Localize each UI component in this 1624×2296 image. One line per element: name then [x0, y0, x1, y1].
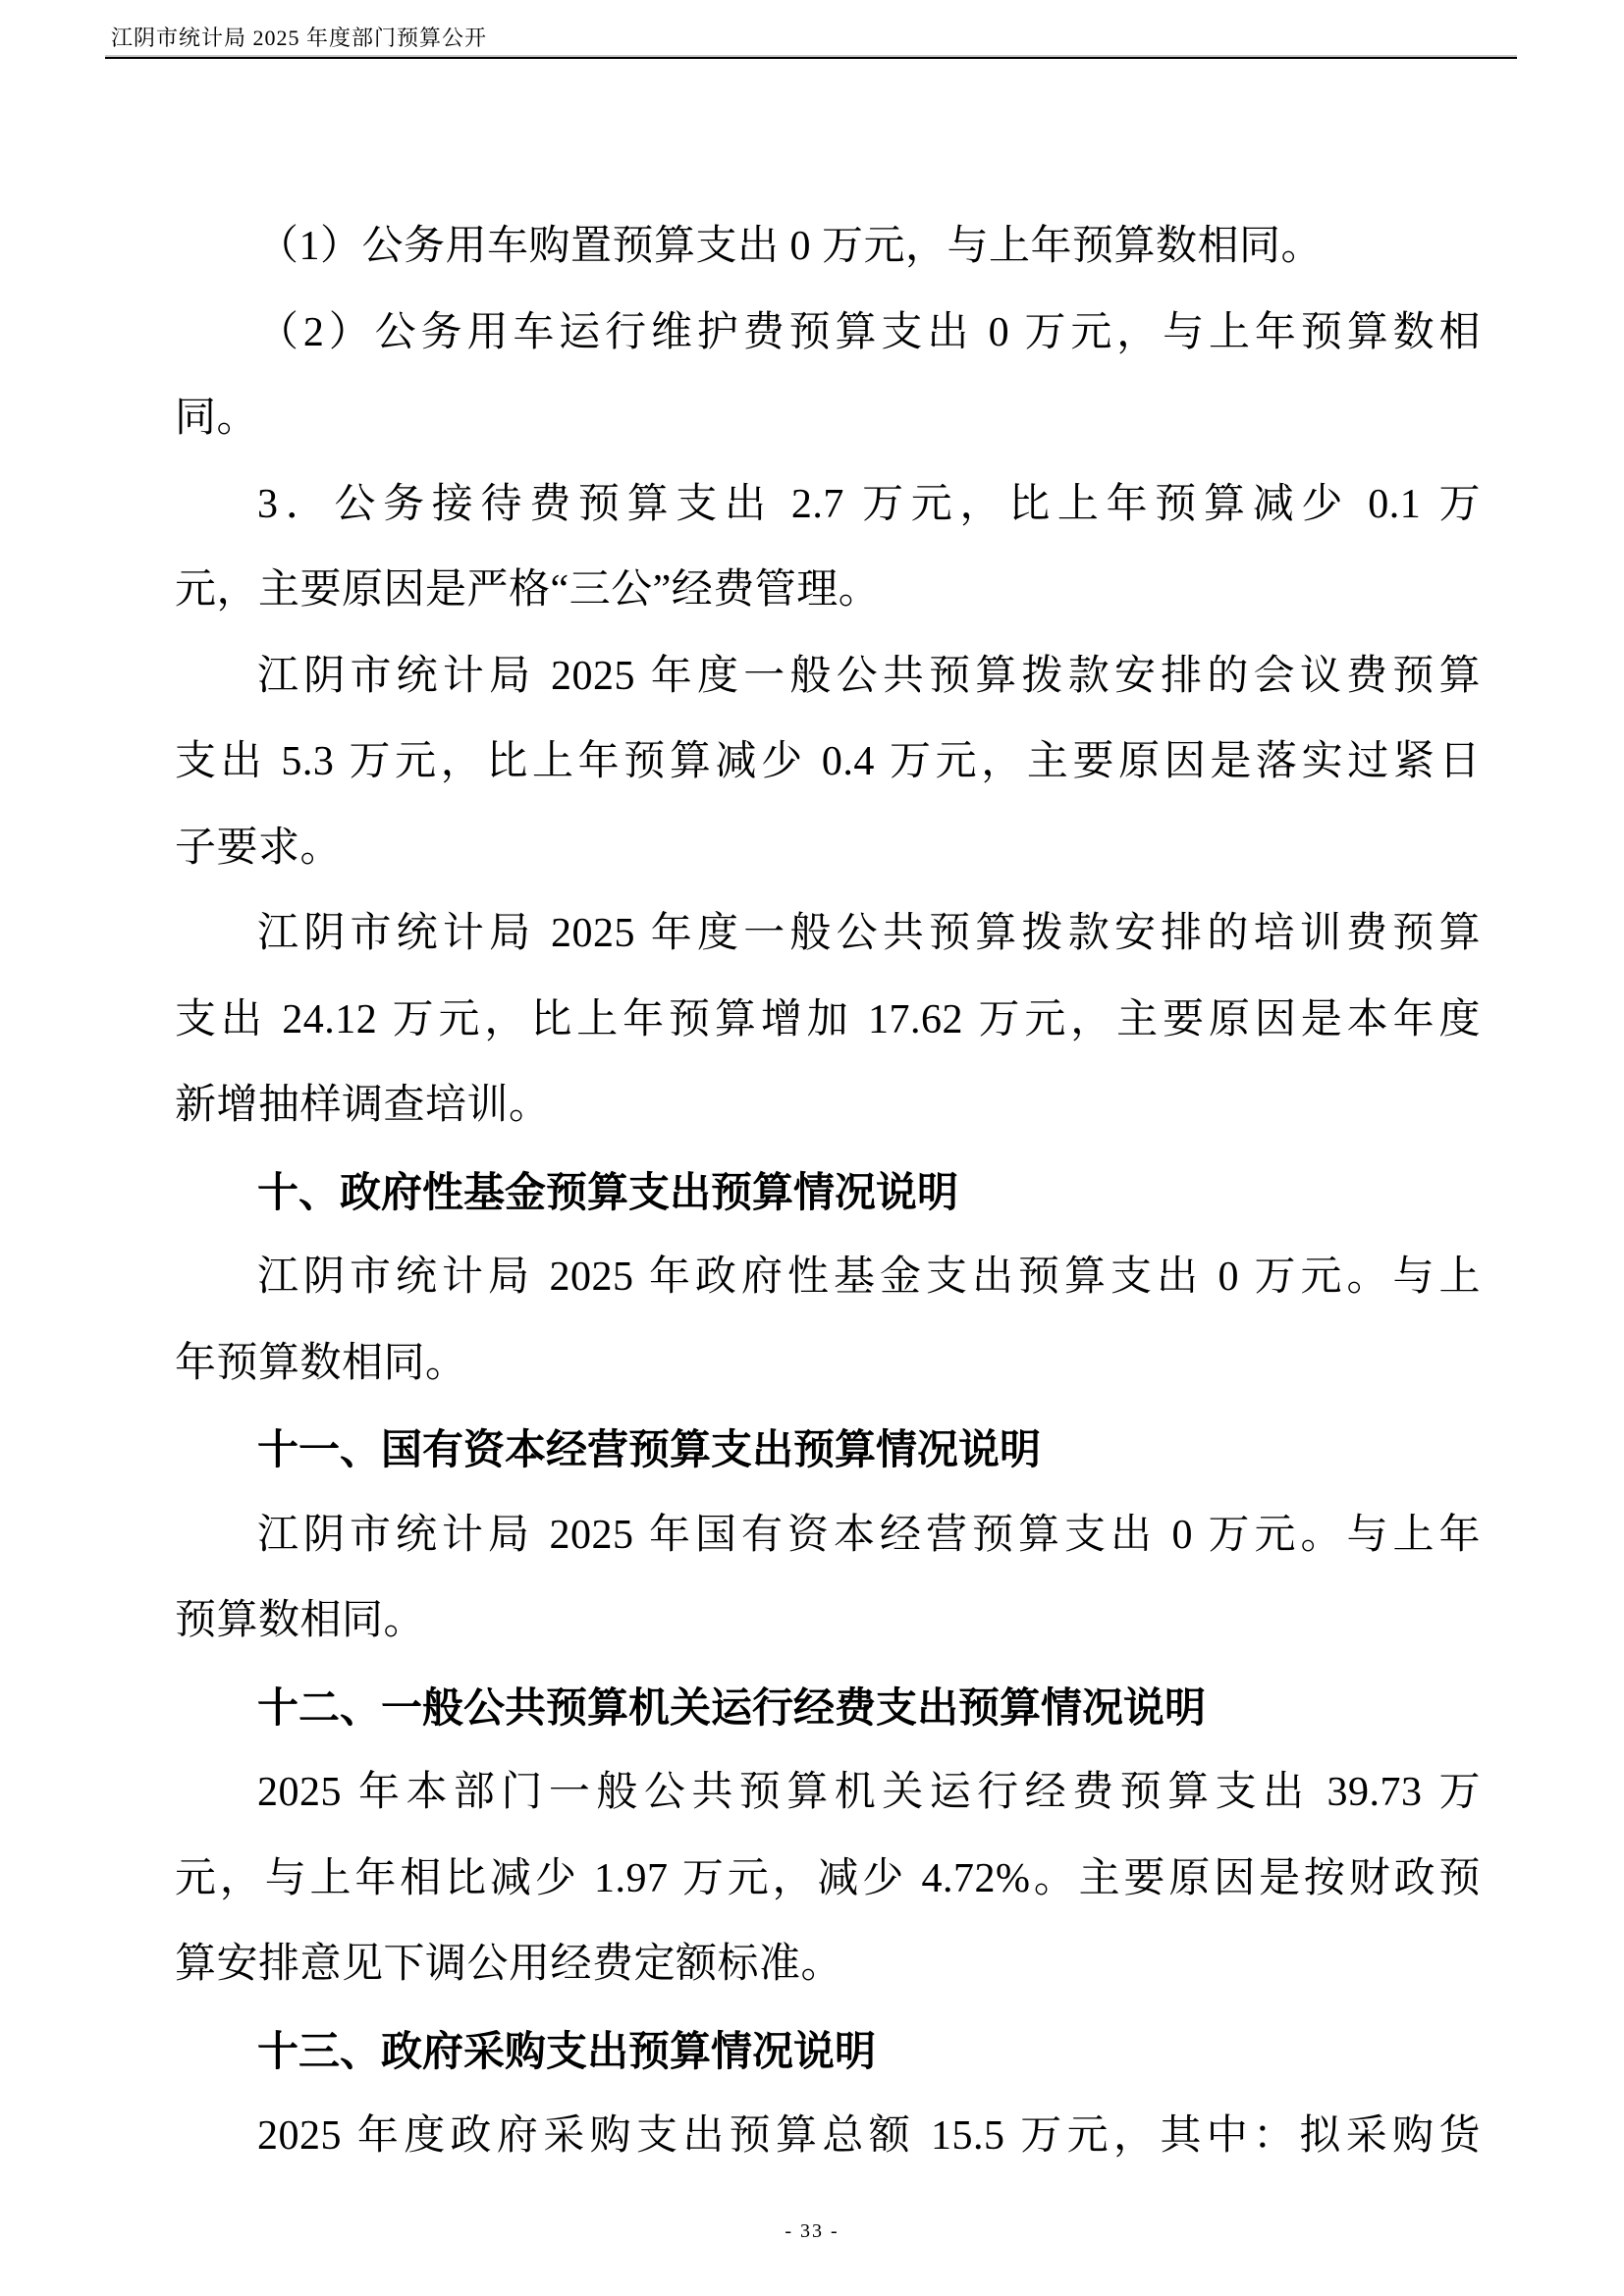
text-line: 支出 24.12 万元，比上年预算增加 17.62 万元，主要原因是本年度: [175, 996, 1481, 1042]
text-line: 江阴市统计局 2025 年度一般公共预算拨款安排的会议费预算: [257, 653, 1481, 699]
text-line: 3．公务接待费预算支出 2.7 万元，比上年预算减少 0.1 万: [257, 481, 1481, 527]
text-line: 新增抽样调查培训。: [175, 1083, 551, 1128]
section-heading: 十一、国有资本经营预算支出预算情况说明: [257, 1426, 1042, 1472]
text-line: 预算数相同。: [175, 1598, 426, 1643]
text-line: 元，与上年相比减少 1.97 万元，减少 4.72%。主要原因是按财政预: [175, 1855, 1481, 1901]
text-line: （1）公务用车购置预算支出 0 万元，与上年预算数相同。: [257, 224, 1324, 269]
document-body: [175, 204, 1481, 2180]
text-line: 2025 年本部门一般公共预算机关运行经费预算支出 39.73 万: [257, 1770, 1481, 1815]
text-line: 算安排意见下调公用经费定额标准。: [175, 1942, 843, 1987]
page-footer: [0, 2220, 1624, 2243]
text-line: 江阴市统计局 2025 年度一般公共预算拨款安排的培训费预算: [257, 911, 1481, 956]
text-line: 子要求。: [175, 825, 343, 871]
section-heading: 十二、一般公共预算机关运行经费支出预算情况说明: [257, 1683, 1207, 1731]
text-line: 2025 年度政府采购支出预算总额 15.5 万元，其中：拟采购货: [257, 2113, 1481, 2159]
text-line: 年预算数相同。: [175, 1340, 467, 1386]
text-line: 同。: [175, 396, 259, 441]
section-heading: 十三、政府采购支出预算情况说明: [257, 2027, 877, 2074]
page-header-title: 江阴市统计局 2025 年度部门预算公开: [111, 26, 488, 50]
text-line: （2）公务用车运行维护费预算支出 0 万元，与上年预算数相: [257, 309, 1481, 355]
text-line: 江阴市统计局 2025 年国有资本经营预算支出 0 万元。与上年: [257, 1512, 1481, 1558]
text-line: 支出 5.3 万元，比上年预算减少 0.4 万元，主要原因是落实过紧日: [175, 739, 1481, 784]
section-heading: 十、政府性基金预算支出预算情况说明: [257, 1168, 959, 1215]
page-number: - 33 -: [785, 2220, 839, 2242]
header-divider: [105, 57, 1517, 59]
text-line: 江阴市统计局 2025 年政府性基金支出预算支出 0 万元。与上: [257, 1255, 1481, 1300]
text-line: 元，主要原因是严格“三公”经费管理。: [175, 567, 881, 613]
